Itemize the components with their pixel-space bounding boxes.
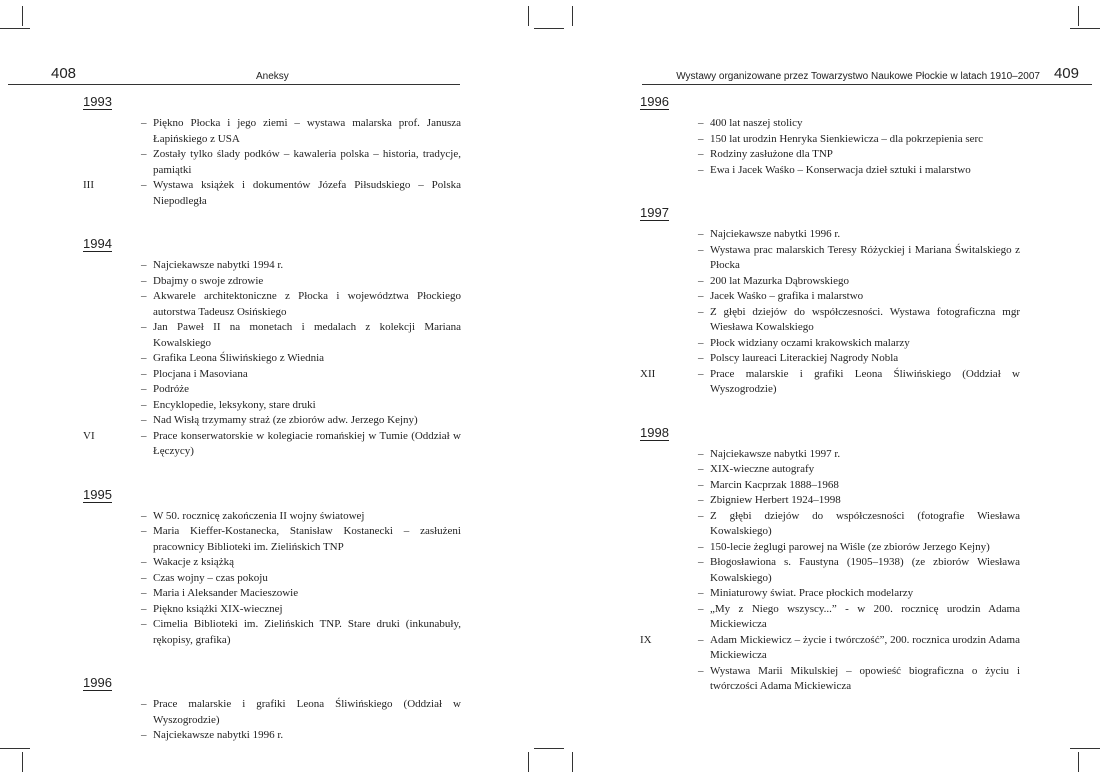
exhibition-title: Z głębi dziejów do współczesności (fotografie Wiesława Kowalskiego): [710, 509, 1020, 537]
year-heading: [83, 486, 461, 503]
list-item: [83, 258, 461, 274]
list-item: [640, 540, 1020, 556]
exhibition-title: Wakacje z książką: [153, 556, 234, 568]
exhibition-title: Akwarele architektoniczne z Płocka i województwa Płockiego autorstwa Tadeusz Osińskiego: [153, 290, 461, 318]
list-item: [640, 447, 1020, 463]
exhibition-title: Najciekawsze nabytki 1996 r.: [153, 729, 284, 741]
exhibition-title: Rodziny zasłużone dla TNP: [710, 148, 833, 160]
list-dash: –: [698, 633, 704, 646]
exhibition-title: Wystawa prac malarskich Teresy Różyckiej i Mariana Świtalskiego z Płocka: [710, 243, 1020, 271]
exhibition-title: Płock widziany oczami krakowskich malarzy: [710, 336, 910, 349]
exhibition-list: [83, 93, 461, 744]
exhibition-title: Nad Wisłą trzymamy straż (ze zbiorów adw. Jerzego Kejny): [153, 414, 418, 426]
list-item: [640, 602, 1020, 633]
list-item: [83, 602, 461, 618]
list-dash: –: [141, 259, 147, 271]
list-dash: –: [141, 367, 147, 380]
year-label: 1993: [83, 94, 112, 109]
month-marker: IX: [640, 633, 652, 646]
list-item: [83, 289, 461, 320]
list-dash: –: [141, 383, 147, 395]
list-item: [83, 697, 461, 728]
list-item: [83, 571, 461, 587]
list-dash: –: [141, 618, 147, 630]
exhibition-title: Błogosławiona s. Faustyna (1905–1938) (ze zbiorów Wiesława Kowalskiego): [710, 556, 1020, 584]
list-dash: –: [141, 398, 147, 411]
exhibition-title: Miniaturowy świat. Prace płockich modelarzy: [710, 587, 914, 599]
section-gap: [83, 209, 461, 235]
list-dash: –: [698, 243, 704, 256]
list-dash: –: [698, 587, 704, 599]
list-item: [83, 524, 461, 555]
list-dash: –: [141, 525, 147, 537]
list-dash: –: [698, 352, 704, 364]
list-dash: –: [698, 290, 704, 302]
list-item: [83, 351, 461, 367]
exhibition-title: Czas wojny – czas pokoju: [153, 571, 268, 584]
list-item: [640, 132, 1020, 148]
exhibition-title: XIX-wieczne autografy: [710, 463, 815, 475]
exhibition-title: Piękno książki XIX-wiecznej: [153, 602, 283, 615]
list-dash: –: [141, 290, 147, 302]
exhibition-title: Cimelia Biblioteki im. Zielińskich TNP. Stare druki (inkunabuły, rękopisy, grafika): [153, 618, 461, 646]
list-dash: –: [141, 729, 147, 741]
list-dash: –: [698, 228, 704, 240]
list-item: [83, 147, 461, 178]
month-marker: III: [83, 179, 94, 191]
list-item: [640, 163, 1020, 179]
section-gap: [83, 648, 461, 674]
list-dash: –: [141, 352, 147, 364]
list-dash: –: [698, 509, 704, 522]
exhibition-title: Ewa i Jacek Waśko – Konserwacja dzieł sztuki i malarstwo: [710, 163, 971, 176]
exhibition-title: Marcin Kacprzak 1888–1968: [710, 478, 839, 491]
list-item: [83, 320, 461, 351]
list-dash: –: [698, 148, 704, 160]
list-item: [640, 493, 1020, 509]
list-item: [640, 633, 1020, 664]
exhibition-title: 400 lat naszej stolicy: [710, 117, 803, 129]
running-title: Aneksy: [256, 71, 289, 82]
list-dash: –: [141, 414, 147, 426]
list-item: [83, 382, 461, 398]
year-heading: [640, 93, 1020, 110]
exhibition-title: Grafika Leona Śliwińskiego z Wiednia: [153, 352, 325, 364]
year-heading: [83, 674, 461, 691]
list-dash: –: [141, 274, 147, 287]
month-marker: VI: [83, 429, 95, 442]
list-dash: –: [698, 305, 704, 318]
year-label: 1996: [83, 675, 112, 690]
exhibition-title: Prace konserwatorskie w kolegiacie romańskiej w Tumie (Oddział w Łęczycy): [153, 429, 461, 457]
list-dash: –: [698, 163, 704, 176]
list-item: [640, 664, 1020, 695]
list-item: [640, 274, 1020, 290]
list-item: [83, 429, 461, 460]
list-item: [83, 509, 461, 525]
section-gap: [640, 178, 1020, 204]
year-heading: [640, 424, 1020, 441]
page-number: 409: [1053, 65, 1079, 82]
exhibition-title: Dbajmy o swoje zdrowie: [153, 274, 264, 287]
exhibition-title: Zbigniew Herbert 1924–1998: [710, 494, 841, 506]
list-item: [83, 398, 461, 414]
list-item: [640, 116, 1020, 132]
page-header: [8, 64, 460, 85]
year-label: 1994: [83, 236, 112, 251]
exhibition-title: Najciekawsze nabytki 1997 r.: [710, 447, 841, 460]
list-dash: –: [698, 463, 704, 475]
list-dash: –: [141, 117, 147, 129]
exhibition-title: Z głębi dziejów do współczesności. Wystawa fotograficzna mgr Wiesława Kowalskiego: [710, 305, 1020, 333]
list-item: [640, 351, 1020, 367]
exhibition-title: Zostały tylko ślady podków – kawaleria polska – historia, tradycje, pamiątki: [153, 148, 461, 176]
list-item: [83, 116, 461, 147]
exhibition-title: 200 lat Mazurka Dąbrowskiego: [710, 274, 849, 287]
page-header: [642, 64, 1092, 85]
list-item: [640, 147, 1020, 163]
list-item: [640, 478, 1020, 494]
list-dash: –: [698, 602, 704, 615]
month-marker: XII: [640, 367, 656, 380]
list-dash: –: [141, 321, 147, 333]
list-item: [640, 586, 1020, 602]
list-item: [83, 367, 461, 383]
list-dash: –: [141, 179, 147, 191]
exhibition-title: W 50. rocznicę zakończenia II wojny światowej: [153, 509, 365, 522]
year-label: 1997: [640, 205, 669, 220]
exhibition-title: Prace malarskie i grafiki Leona Śliwińskiego (Oddział w Wyszogrodzie): [153, 698, 461, 726]
list-dash: –: [141, 556, 147, 568]
list-item: [640, 367, 1020, 398]
exhibition-title: Prace malarskie i grafiki Leona Śliwińskiego (Oddział w Wyszogrodzie): [710, 367, 1020, 395]
list-dash: –: [141, 148, 147, 160]
exhibition-title: Jacek Waśko – grafika i malarstwo: [710, 290, 864, 302]
exhibition-title: Maria Kieffer-Kostanecka, Stanisław Kostanecki – zasłużeni pracownicy Biblioteki im. Zielińskich TNP: [153, 525, 461, 553]
exhibition-title: 150-lecie żeglugi parowej na Wiśle (ze zbiorów Jerzego Kejny): [710, 540, 990, 553]
list-item: [640, 336, 1020, 352]
list-item: [83, 586, 461, 602]
exhibition-title: Piękno Płocka i jego ziemi – wystawa malarska prof. Janusza Łapińskiego z USA: [153, 117, 461, 145]
exhibition-title: Encyklopedie, leksykony, stare druki: [153, 398, 316, 411]
year-heading: [83, 93, 461, 110]
list-dash: –: [698, 274, 704, 287]
list-item: [83, 178, 461, 209]
exhibition-title: Polscy laureaci Literackiej Nagrody Nobla: [710, 352, 899, 364]
list-dash: –: [698, 367, 704, 380]
exhibition-title: Wystawa książek i dokumentów Józefa Piłsudskiego – Polska Niepodległa: [153, 179, 461, 207]
list-dash: –: [698, 664, 704, 677]
list-item: [83, 555, 461, 571]
exhibition-title: 150 lat urodzin Henryka Sienkiewicza – dla pokrzepienia serc: [710, 132, 984, 145]
year-label: 1998: [640, 424, 669, 440]
exhibition-title: Najciekawsze nabytki 1996 r.: [710, 228, 841, 240]
list-dash: –: [141, 429, 147, 442]
exhibition-title: Wystawa Marii Mikulskiej – opowieść biograficzna o życiu i twórczości Adama Mickiewicza: [710, 664, 1020, 692]
list-dash: –: [698, 447, 704, 460]
exhibition-list: [640, 93, 1020, 695]
list-dash: –: [141, 602, 147, 615]
exhibition-title: „My z Niego wszyscy...” - w 200. rocznicę urodzin Adama Mickiewicza: [710, 602, 1020, 630]
year-heading: [640, 204, 1020, 221]
exhibition-title: Adam Mickiewicz – życie i twórczość”, 200. rocznica urodzin Adama Mickiewicza: [710, 633, 1020, 661]
list-dash: –: [698, 494, 704, 506]
list-item: [83, 617, 461, 648]
list-dash: –: [141, 509, 147, 522]
list-dash: –: [698, 117, 704, 129]
list-item: [83, 728, 461, 744]
list-item: [640, 305, 1020, 336]
page-number: 408: [51, 65, 77, 82]
list-dash: –: [698, 336, 704, 349]
list-item: [640, 462, 1020, 478]
list-dash: –: [698, 478, 704, 491]
list-dash: –: [698, 132, 704, 145]
section-gap: [640, 398, 1020, 424]
year-heading: [83, 235, 461, 252]
list-item: [640, 289, 1020, 305]
exhibition-title: Jan Paweł II na monetach i medalach z kolekcji Mariana Kowalskiego: [153, 321, 461, 349]
right-page: [550, 0, 1100, 778]
list-item: [640, 509, 1020, 540]
year-label: 1996: [640, 94, 669, 109]
list-item: [640, 243, 1020, 274]
list-item: [83, 413, 461, 429]
list-item: [640, 555, 1020, 586]
exhibition-title: Podróże: [153, 383, 190, 395]
list-item: [640, 227, 1020, 243]
list-dash: –: [698, 540, 704, 553]
list-dash: –: [141, 571, 147, 584]
list-dash: –: [141, 698, 147, 710]
year-label: 1995: [83, 486, 112, 502]
list-dash: –: [698, 556, 704, 568]
list-dash: –: [141, 587, 147, 599]
section-gap: [83, 460, 461, 486]
exhibition-title: Plocjana i Masoviana: [153, 367, 248, 380]
running-title: Wystawy organizowane przez Towarzystwo Naukowe Płockie w latach 1910–2007: [676, 71, 1040, 82]
exhibition-title: Najciekawsze nabytki 1994 r.: [153, 259, 284, 271]
list-item: [83, 274, 461, 290]
exhibition-title: Maria i Aleksander Macieszowie: [153, 587, 299, 599]
